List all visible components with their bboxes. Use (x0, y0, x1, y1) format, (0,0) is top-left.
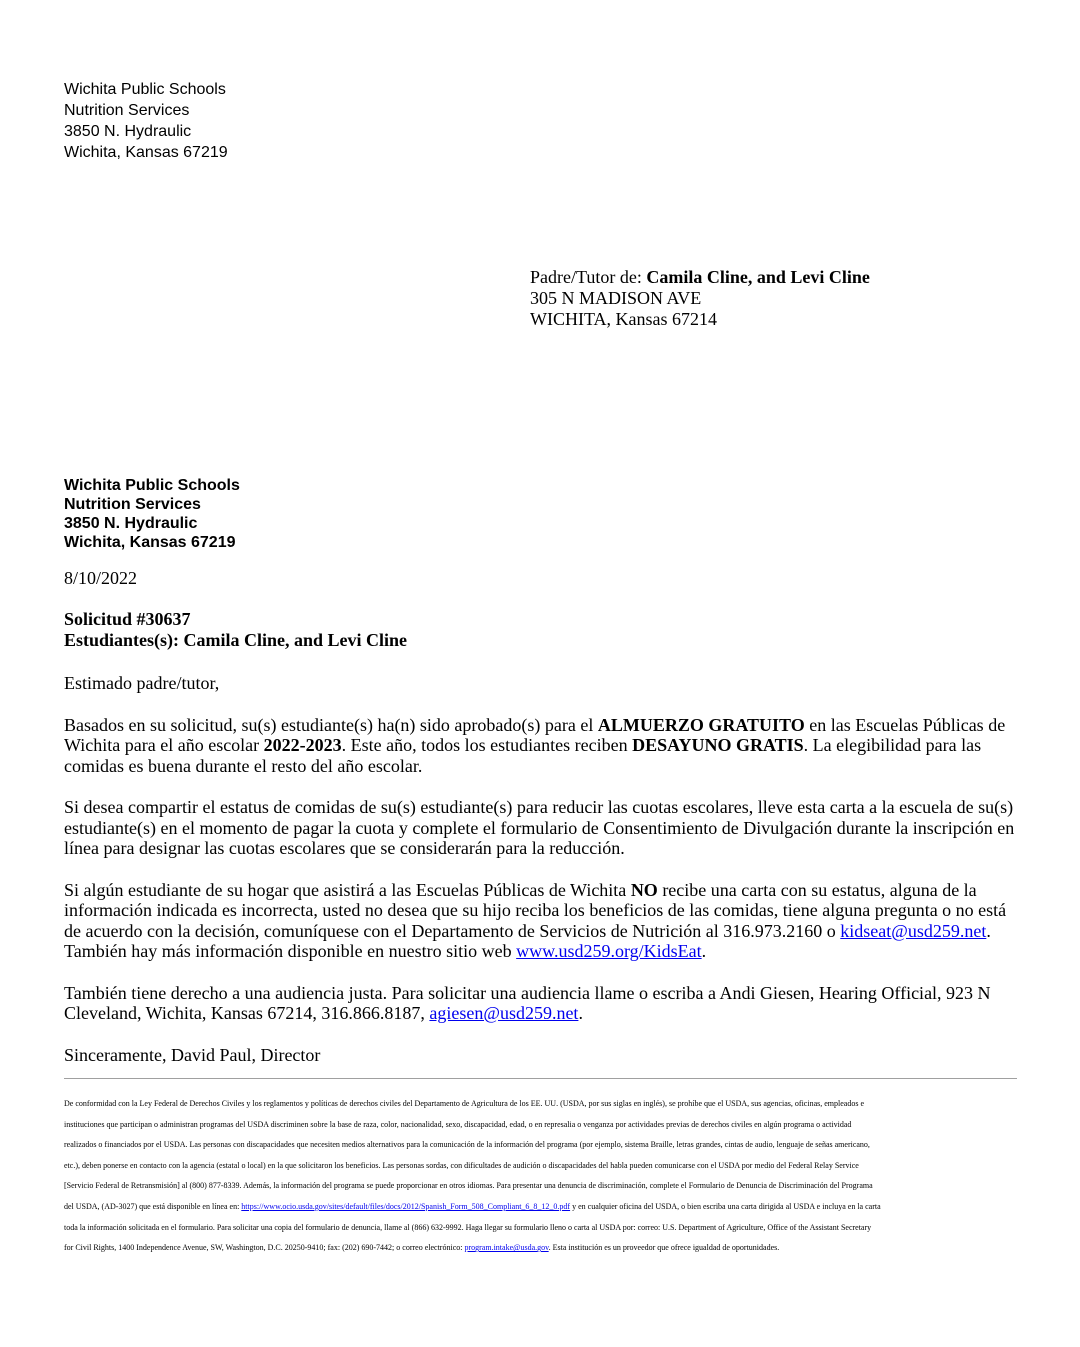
nondiscrimination-statement (64, 1094, 1024, 1259)
statement-line (64, 1238, 1024, 1259)
text-run: . Este año, todos los estudiantes reciben (341, 735, 633, 755)
text-run: También tiene derecho a una audiencia justa. Para solicitar una audiencia llame o escriba a Andi Giesen, Hearing Official, 923 N Cleveland, Wichita, Kansas 67214, 316.866.8187, (64, 982, 991, 1023)
letterhead-line: Wichita Public Schools (64, 477, 240, 494)
statement-line: instituciones que participan o administran programas del USDA discriminen sobre la base de raza, color, nacionalidad, sexo, discapacidad, edad, o en represalia o venganza por actividades previas de derechos civiles en algún programa o actividad (64, 1119, 852, 1129)
statement-line (64, 1197, 1024, 1218)
text-run: . También hay más información disponible en nuestro sitio web (64, 920, 991, 961)
application-number: Solicitud #30637 (64, 609, 191, 629)
text-run: y en cualquier oficina del USDA, o bien escriba una carta dirigida al USDA e incluya en la carta (570, 1201, 881, 1211)
free-breakfast-emphasis: DESAYUNO GRATIS (632, 735, 804, 755)
return-address-line: Nutrition Services (64, 102, 190, 119)
application-subject (64, 609, 407, 651)
fee-reduction-paragraph: Si desea compartir el estatus de comidas de su(s) estudiante(s) para reducir las cuotas escolares, lleve esta carta a la escuela de su(s) estudiante(s) en el momento de pagar la cuota y complete el formulario de Consentimiento de Divulgación durante la inscripción en línea para designar las cuotas escolares que se considerarán para la reducción. (64, 797, 1015, 858)
text-run: for Civil Rights, 1400 Independence Avenue, SW, Washington, D.C. 20250-9410; fax: (202) 690-7442; o correo electrónico: (64, 1243, 465, 1253)
kidseat-website-link[interactable]: www.usd259.org/KidsEat (516, 941, 702, 961)
statement-line: realizados o financiados por el USDA. Las personas con discapacidades que necesiten medios alternativos para la comunicación de la información del programa (por ejemplo, sistema Braille, letras grandes, cintas de audio, lenguaje de señas americano, (64, 1140, 870, 1150)
text-run: en las Escuelas Públicas de Wichita para el año escolar (64, 714, 1006, 755)
letter-date: 8/10/2022 (64, 568, 138, 588)
approval-paragraph (64, 715, 1024, 777)
hearing-email-link[interactable]: agiesen@usd259.net (429, 1003, 579, 1023)
letterhead (64, 476, 240, 552)
recipient-names: Camila Cline, and Levi Cline (646, 267, 870, 287)
text-run: recibe una carta con su estatus, alguna de la información indicada es incorrecta, usted no desea que su hijo reciba los beneficios de las comidas, tiene alguna pregunta o no está de acuerdo con la decisión, comuníquese con el Departamento de Servicios de Nutrición al 316.973.2160 o (64, 879, 1007, 941)
recipient-street: 305 N MADISON AVE (530, 288, 702, 308)
statement-line: etc.), deben ponerse en contacto con la agencia (estatal o local) en la que solicitaron los beneficios. Las personas sordas, con dificultades de audición o discapacidades del habla pueden comunicarse con el USDA por medio del Federal Relay Service (64, 1160, 859, 1170)
school-year-emphasis: 2022-2023 (263, 735, 342, 755)
recipient-city: WICHITA, Kansas 67214 (530, 309, 718, 329)
recipient-line (530, 267, 870, 288)
salutation: Estimado padre/tutor, (64, 673, 220, 693)
letterhead-line: Nutrition Services (64, 496, 201, 513)
text-run: Si algún estudiante de su hogar que asistirá a las Escuelas Públicas de Wichita (64, 879, 631, 900)
usda-email-link[interactable]: program.intake@usda.gov (464, 1243, 549, 1253)
statement-line: toda la información solicitada en el formulario. Para solicitar una copia del formulario de denuncia, llame al (866) 632-9992. Haga llegar su formulario lleno o carta al USDA por: correo: U.S. Department of Agriculture, Office of the Assistant Secretary (64, 1222, 872, 1232)
no-emphasis: NO (630, 879, 658, 900)
text-run: . (701, 941, 707, 961)
letterhead-line: 3850 N. Hydraulic (64, 515, 198, 532)
return-address-line: 3850 N. Hydraulic (64, 123, 192, 140)
recipient-address (530, 267, 870, 330)
text-run: Basados en su solicitud, su(s) estudiante(s) ha(n) sido aprobado(s) para el (64, 714, 598, 735)
return-address (64, 79, 228, 163)
statement-line: De conformidad con la Ley Federal de Derechos Civiles y los reglamentos y políticas de derechos civiles del Departamento de Agricultura de los EE. UU. (USDA, por sus siglas en inglés), se prohíbe que el USDA, sus agencias, oficinas, empleados e (64, 1099, 865, 1108)
divider (64, 1078, 1017, 1079)
recipient-prefix: Padre/Tutor de: (530, 267, 647, 287)
letterhead-line: Wichita, Kansas 67219 (64, 534, 236, 551)
closing-signature: Sinceramente, David Paul, Director (64, 1044, 321, 1065)
usda-form-link[interactable]: https://www.ocio.usda.gov/sites/default/files/docs/2012/Spanish_Form_508_Compliant_6_8_12_0.pdf (241, 1201, 571, 1211)
text-run: . La elegibilidad para las comidas es buena durante el resto del año escolar. (64, 735, 982, 776)
hearing-paragraph (64, 983, 1024, 1024)
free-lunch-emphasis: ALMUERZO GRATUITO (597, 714, 805, 735)
contact-paragraph (64, 880, 1024, 962)
text-run: . Esta institución es un proveedor que ofrece igualdad de oportunidades. (548, 1243, 780, 1253)
return-address-line: Wichita Public Schools (64, 81, 226, 98)
text-run: del USDA, (AD-3027) que está disponible en línea en: (64, 1201, 242, 1211)
statement-line: [Servicio Federal de Retransmisión] al (800) 877-8339. Además, la información del programa se puede proporcionar en otros idiomas. Para presentar una denuncia de discriminación, complete el Formulario de Denuncia de Discriminación del Programa (64, 1181, 873, 1191)
letter-body (64, 673, 1024, 1065)
return-address-line: Wichita, Kansas 67219 (64, 144, 228, 161)
kidseat-email-link[interactable]: kidseat@usd259.net (840, 920, 987, 941)
text-run: . (578, 1003, 583, 1023)
students-line: Estudiantes(s): Camila Cline, and Levi Cline (64, 630, 408, 650)
